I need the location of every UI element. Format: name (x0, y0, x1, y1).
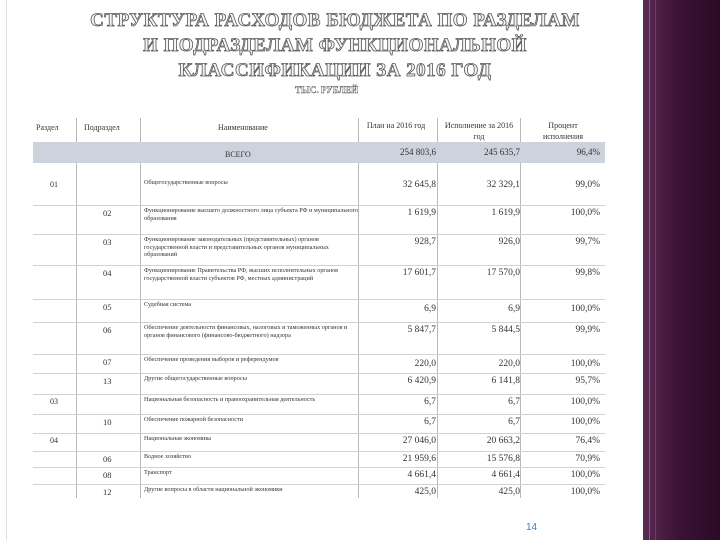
row-separator (33, 414, 605, 415)
name-cell: Обеспечение деятельности финансовых, налоговых и таможенных органов и органов финансового (финансово-бюджетного) надзора (144, 324, 348, 339)
plan-cell: 6,9 (424, 304, 436, 314)
page-title (40, 8, 630, 83)
subsection-cell: 12 (103, 487, 112, 497)
row-separator (33, 299, 605, 300)
column-divider (437, 118, 438, 498)
name-cell: Другие вопросы в области национальной экономики (144, 486, 283, 493)
total-percent: 96,4% (576, 147, 600, 157)
plan-cell: 220,0 (414, 359, 436, 369)
percent-cell: 100,0% (570, 208, 600, 218)
plan-cell: 6 420,9 (407, 376, 436, 386)
row-separator (33, 484, 605, 485)
section-cell: 04 (50, 436, 58, 445)
header-subsection: Подраздел (84, 123, 120, 132)
left-edge-line (6, 0, 7, 540)
name-cell: Обеспечение пожарной безопасности (144, 416, 244, 423)
row-separator (33, 451, 605, 452)
section-cell: 01 (50, 180, 58, 189)
row-separator (33, 394, 605, 395)
subsection-cell: 08 (103, 470, 112, 480)
execution-cell: 15 576,8 (486, 454, 520, 464)
subsection-cell: 06 (103, 325, 112, 335)
percent-cell: 100,0% (570, 470, 600, 480)
execution-cell: 425,0 (498, 487, 520, 497)
execution-cell: 220,0 (498, 359, 520, 369)
decorative-side-band (643, 0, 720, 540)
row-separator (33, 322, 605, 323)
name-cell: Функционирование высшего должностного лица субъекта РФ и муниципального образования (144, 207, 359, 222)
percent-cell: 99,7% (575, 237, 600, 247)
subsection-cell: 13 (103, 376, 112, 386)
percent-cell: 100,0% (570, 417, 600, 427)
name-cell: Другие общегосударственные вопросы (144, 375, 247, 382)
percent-cell: 100,0% (570, 359, 600, 369)
title-line-1: СТРУКТУРА РАСХОДОВ БЮДЖЕТА ПО РАЗДЕЛАМ (90, 10, 580, 31)
header-name: Наименование (218, 123, 268, 132)
execution-cell: 4 661,4 (491, 470, 520, 480)
plan-cell: 21 959,6 (402, 454, 436, 464)
column-divider (76, 118, 77, 498)
plan-cell: 5 847,7 (407, 325, 436, 335)
percent-cell: 100,0% (570, 487, 600, 497)
subsection-cell: 05 (103, 302, 112, 312)
name-cell: Общегосударственные вопросы (144, 179, 228, 186)
plan-cell: 17 601,7 (402, 268, 436, 278)
row-separator (33, 373, 605, 374)
percent-cell: 99,8% (575, 268, 600, 278)
row-separator (33, 467, 605, 468)
percent-cell: 99,0% (575, 180, 600, 190)
plan-cell: 32 645,8 (402, 180, 436, 190)
plan-cell: 1 619,9 (407, 208, 436, 218)
total-execution: 245 635,7 (484, 147, 520, 157)
row-separator (33, 354, 605, 355)
execution-cell: 32 329,1 (486, 180, 520, 190)
row-separator (33, 205, 605, 206)
page-number: 14 (526, 522, 538, 533)
title-line-3: КЛАССИФИКАЦИИ ЗА 2016 ГОД (178, 60, 492, 81)
subsection-cell: 04 (103, 268, 112, 278)
execution-cell: 17 570,0 (486, 268, 520, 278)
plan-cell: 6,7 (424, 417, 436, 427)
header-section: Раздел (36, 123, 59, 132)
name-cell: Функционирование законодательных (представительных) органов государственной власти и представительных органов муниципальных образований (144, 236, 329, 259)
subsection-cell: 10 (103, 417, 112, 427)
row-separator (33, 234, 605, 235)
percent-cell: 76,4% (575, 436, 600, 446)
name-cell: Судебная система (144, 301, 192, 308)
plan-cell: 6,7 (424, 397, 436, 407)
total-label: ВСЕГО (225, 150, 251, 159)
execution-cell: 20 663,2 (486, 436, 520, 446)
subsection-cell: 07 (103, 357, 112, 367)
name-cell: Национальная безопасность и правоохранительная деятельность (144, 396, 316, 403)
percent-cell: 99,9% (575, 325, 600, 335)
percent-cell: 100,0% (570, 304, 600, 314)
subsection-cell: 06 (103, 454, 112, 464)
name-cell: Водное хозяйство (144, 453, 191, 460)
column-divider (140, 118, 141, 498)
percent-cell: 95,7% (575, 376, 600, 386)
header-execution: Исполнение за 2016 год (444, 121, 514, 141)
plan-cell: 928,7 (414, 237, 436, 247)
name-cell: Транспорт (144, 469, 172, 476)
name-cell: Функционирование Правительства РФ, высших исполнительных органов государственной власти субъектов РФ, местных администраций (144, 267, 339, 282)
subsection-cell: 02 (103, 208, 112, 218)
title-line-2: И ПОДРАЗДЕЛАМ ФУНКЦИОНАЛЬНОЙ (143, 35, 527, 56)
name-cell: Национальная экономика (144, 435, 212, 442)
execution-cell: 1 619,9 (491, 208, 520, 218)
units-label: ТЫС. РУБЛЕЙ (295, 85, 359, 95)
execution-cell: 6,7 (508, 397, 520, 407)
execution-cell: 6,7 (508, 417, 520, 427)
execution-cell: 5 844,5 (491, 325, 520, 335)
plan-cell: 4 661,4 (407, 470, 436, 480)
row-separator (33, 433, 605, 434)
header-plan: План на 2016 год (366, 121, 426, 130)
name-cell: Обеспечение проведения выборов и референдумов (144, 356, 279, 363)
percent-cell: 70,9% (575, 454, 600, 464)
row-separator (33, 265, 605, 266)
plan-cell: 27 046,0 (402, 436, 436, 446)
total-plan: 254 803,6 (400, 147, 436, 157)
plan-cell: 425,0 (414, 487, 436, 497)
execution-cell: 6 141,8 (491, 376, 520, 386)
header-percent: Процент исполнения (542, 121, 584, 141)
section-cell: 03 (50, 397, 58, 406)
execution-cell: 926,0 (498, 237, 520, 247)
subsection-cell: 03 (103, 237, 112, 247)
execution-cell: 6,9 (508, 304, 520, 314)
percent-cell: 100,0% (570, 397, 600, 407)
